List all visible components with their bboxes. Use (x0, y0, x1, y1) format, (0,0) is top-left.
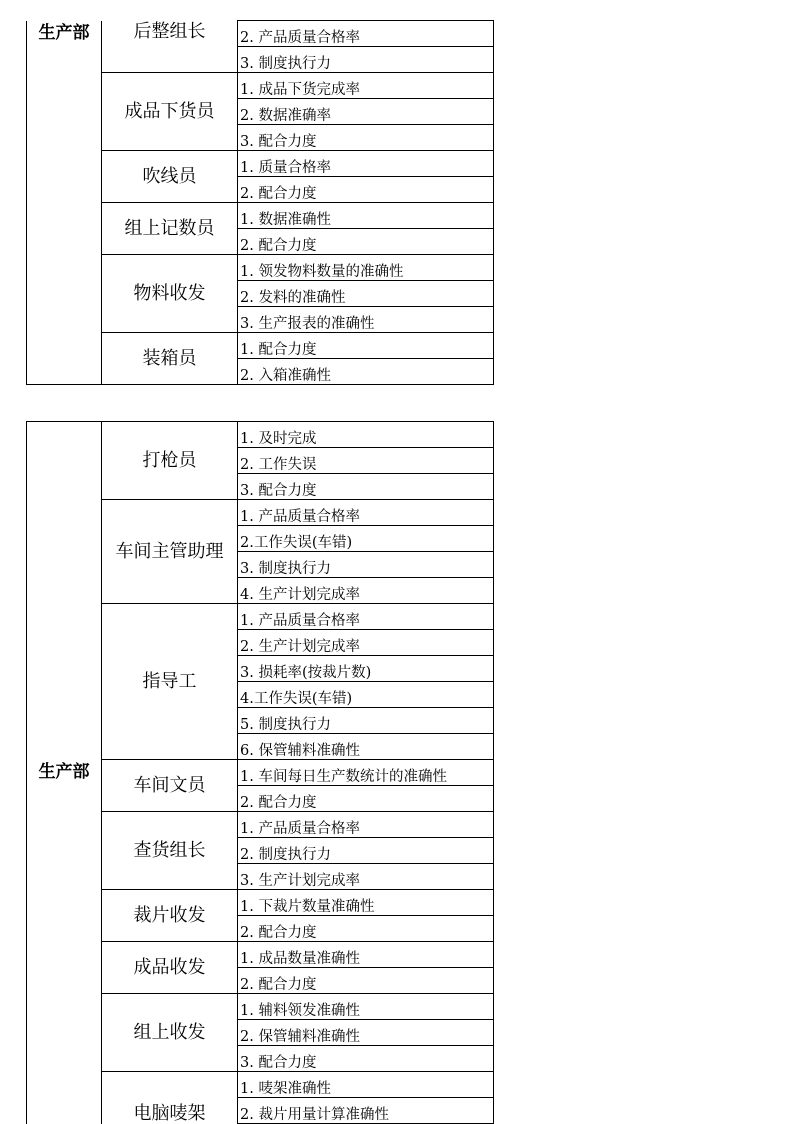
role-cell: 物料收发 (102, 255, 238, 333)
kpi-item-cell: 3. 制度执行力 (238, 552, 494, 578)
kpi-item-cell: 4.工作失误(车错) (238, 682, 494, 708)
kpi-item-cell: 1. 下裁片数量准确性 (238, 890, 494, 916)
kpi-item-cell: 1. 及时完成 (238, 422, 494, 448)
kpi-item-cell: 1. 产品质量合格率 (238, 604, 494, 630)
kpi-item-cell: 3. 损耗率(按裁片数) (238, 656, 494, 682)
kpi-item-cell: 2. 裁片用量计算准确性 (238, 1098, 494, 1124)
kpi-item-cell: 3. 生产报表的准确性 (238, 307, 494, 333)
kpi-table-1 (26, 20, 494, 385)
role-cell: 吹线员 (102, 151, 238, 203)
kpi-item-cell: 1. 产品质量合格率 (238, 812, 494, 838)
role-cell: 后整组长 (102, 21, 238, 73)
role-cell: 组上收发 (102, 994, 238, 1072)
role-cell: 查货组长 (102, 812, 238, 890)
table-row (27, 422, 494, 448)
department-cell: 生产部 (27, 21, 102, 385)
kpi-item-cell: 5. 制度执行力 (238, 708, 494, 734)
kpi-item-cell: 6. 保管辅料准确性 (238, 734, 494, 760)
kpi-item-cell: 2. 数据准确率 (238, 99, 494, 125)
kpi-item-cell: 3. 制度执行力 (238, 47, 494, 73)
kpi-item-cell: 2. 配合力度 (238, 968, 494, 994)
role-cell: 成品收发 (102, 942, 238, 994)
kpi-item-cell: 3. 配合力度 (238, 125, 494, 151)
kpi-item-cell: 1. 成品下货完成率 (238, 73, 494, 99)
role-cell: 装箱员 (102, 333, 238, 385)
kpi-item-cell: 2. 工作失误 (238, 448, 494, 474)
kpi-item-cell: 2. 制度执行力 (238, 838, 494, 864)
kpi-item-cell: 2. 发料的准确性 (238, 281, 494, 307)
kpi-item-cell: 1. 成品数量准确性 (238, 942, 494, 968)
kpi-item-cell: 3. 生产计划完成率 (238, 864, 494, 890)
department-cell: 生产部 (27, 422, 102, 1124)
kpi-item-cell: 2.工作失误(车错) (238, 526, 494, 552)
kpi-item-cell: 4. 生产计划完成率 (238, 578, 494, 604)
kpi-item-cell: 1. 车间每日生产数统计的准确性 (238, 760, 494, 786)
role-cell: 车间主管助理 (102, 500, 238, 604)
role-cell: 组上记数员 (102, 203, 238, 255)
kpi-item-cell: 2. 保管辅料准确性 (238, 1020, 494, 1046)
kpi-item-cell: 1. 产品质量合格率 (238, 500, 494, 526)
role-cell: 成品下货员 (102, 73, 238, 151)
role-cell: 车间文员 (102, 760, 238, 812)
kpi-table-2 (26, 421, 494, 1124)
kpi-item-cell: 1. 领发物料数量的准确性 (238, 255, 494, 281)
kpi-item-cell: 2. 产品质量合格率 (238, 21, 494, 47)
kpi-item-cell: 2. 配合力度 (238, 916, 494, 942)
kpi-item-cell: 2. 生产计划完成率 (238, 630, 494, 656)
kpi-item-cell: 1. 数据准确性 (238, 203, 494, 229)
kpi-item-cell: 2. 配合力度 (238, 177, 494, 203)
role-cell: 电脑唛架 (102, 1072, 238, 1124)
kpi-item-cell: 3. 配合力度 (238, 474, 494, 500)
role-cell: 打枪员 (102, 422, 238, 500)
role-cell: 指导工 (102, 604, 238, 760)
kpi-item-cell: 1. 唛架准确性 (238, 1072, 494, 1098)
kpi-item-cell: 2. 配合力度 (238, 229, 494, 255)
kpi-item-cell: 1. 辅料领发准确性 (238, 994, 494, 1020)
table-row (27, 21, 494, 47)
kpi-item-cell: 2. 入箱准确性 (238, 359, 494, 385)
role-cell: 裁片收发 (102, 890, 238, 942)
kpi-item-cell: 1. 质量合格率 (238, 151, 494, 177)
kpi-item-cell: 2. 配合力度 (238, 786, 494, 812)
kpi-item-cell: 3. 配合力度 (238, 1046, 494, 1072)
kpi-item-cell: 1. 配合力度 (238, 333, 494, 359)
